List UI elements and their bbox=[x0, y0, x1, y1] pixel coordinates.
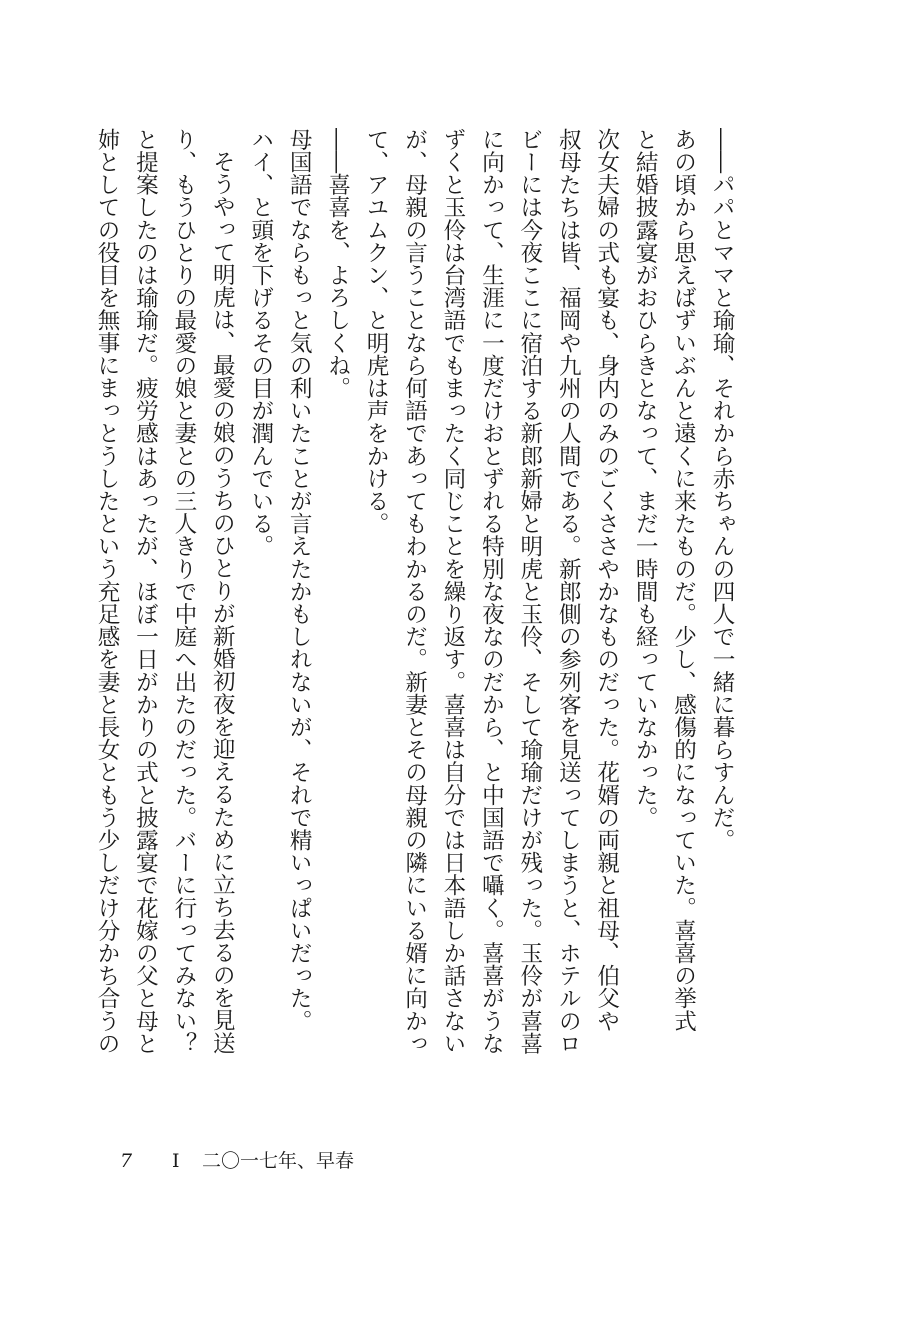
part-number: I bbox=[172, 1150, 180, 1172]
text-line: ――喜喜を、よろしくね。 bbox=[324, 128, 351, 400]
text-line: 姉としての役目を無事にまっとうしたという充足感を妻と長女ともう少しだけ分かち合うの bbox=[94, 128, 120, 1055]
text-line: と結婚披露宴がおひらきとなって、まだ一時間も経っていなかった。 bbox=[632, 128, 659, 829]
text-line: あの頃から思えばずいぶんと遠くに来たものだ。少し、感傷的になっていた。喜喜の挙式 bbox=[670, 128, 697, 1032]
text-line: 母国語でならもっと気の利いたことが言えたかもしれないが、それで精いっぱいだった。 bbox=[286, 128, 313, 1032]
text-line: 叔母たちは皆、福岡や九州の人間である。新郎側の参列客を見送ってしまうと、ホテルのロ bbox=[555, 128, 582, 1055]
text-line: ずくと玉伶は台湾語でもまったく同じことを繰り返す。喜喜は自分では日本語しか話さない bbox=[439, 128, 466, 1055]
text-line: と提案したのは瑜瑜だ。疲労感はあったが、ほぼ一日がかりの式と披露宴で花嫁の父と母と bbox=[132, 128, 159, 1055]
text-line: ビーには今夜ここに宿泊する新郎新婦と明虎と玉伶、そして瑜瑜だけが残った。玉伶が喜喜 bbox=[516, 128, 543, 1055]
text-line: が、母親の言うことなら何語であってもわかるのだ。新妻とその母親の隣にいる婿に向かっ bbox=[401, 128, 428, 1055]
text-line: 次女夫婦の式も宴も、身内のみのごくささやかなものだった。花婿の両親と祖母、伯父や bbox=[593, 128, 620, 1032]
page-footer bbox=[120, 1146, 354, 1173]
page-number: 7 bbox=[120, 1150, 133, 1172]
text-line: ハイ、と頭を下げるその目が潤んでいる。 bbox=[247, 128, 274, 558]
text-line: そうやって明虎は、最愛の娘のうちのひとりが新婚初夜を迎えるために立ち去るのを見送 bbox=[209, 150, 236, 1054]
text-line: に向かって、生涯に一度だけおとずれる特別な夜なのだから、と中国語で囁く。喜喜がうな bbox=[478, 128, 505, 1055]
chapter-title: 二〇一七年、早春 bbox=[202, 1150, 355, 1172]
vertical-text-body bbox=[94, 128, 734, 1088]
text-line: て、アユムクン、と明虎は声をかける。 bbox=[363, 128, 390, 535]
text-line: り、もうひとりの最愛の娘と妻との三人きりで中庭へ出たのだった。バーに行ってみない？ bbox=[170, 128, 197, 1055]
text-line: ――パパとママと瑜瑜、それから赤ちゃんの四人で一緒に暮らすんだ。 bbox=[709, 128, 735, 852]
